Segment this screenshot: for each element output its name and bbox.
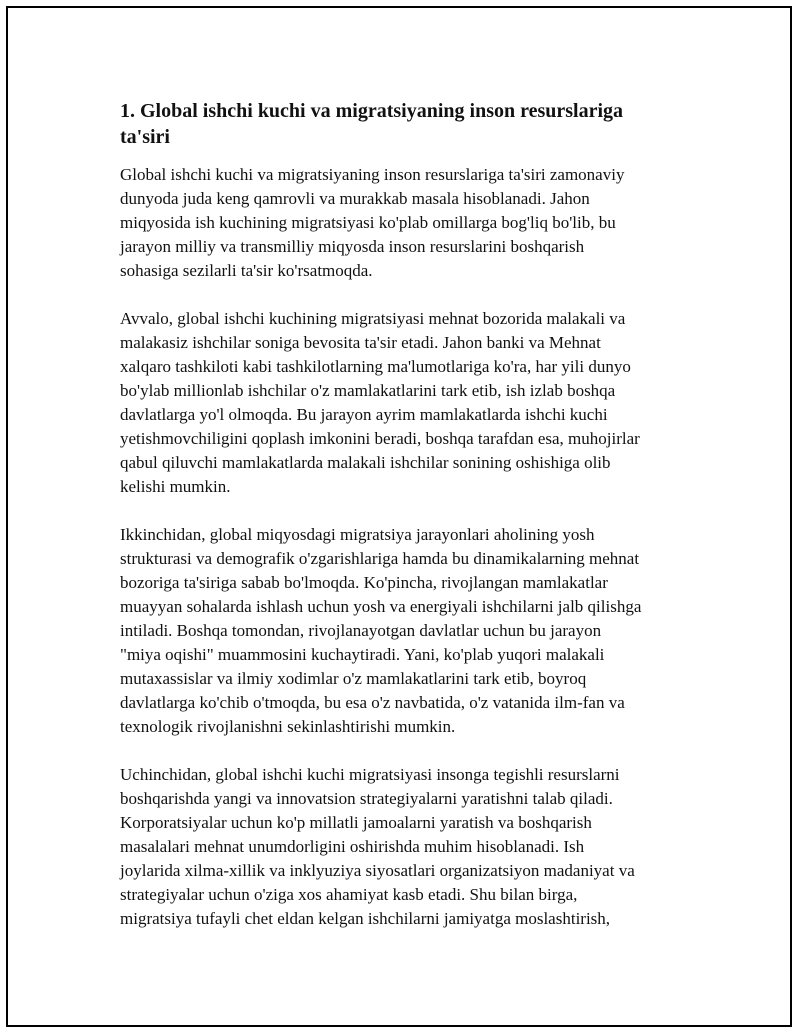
paragraph-second-point	[120, 523, 690, 739]
section-heading	[120, 98, 690, 150]
paragraph-line: bo'ylab millionlab ishchilar o'z mamlakatlarini tark etib, ish izlab boshqa	[120, 381, 616, 400]
paragraph-line: mutaxassislar va ilmiy xodimlar o'z mamlakatlarini tark etib, boyroq	[120, 669, 587, 688]
paragraph-line: "miya oqishi" muammosini kuchaytiradi. Yani, ko'plab yuqori malakali	[120, 645, 605, 664]
paragraph-line: qabul qiluvchi mamlakatlarda malakali ishchilar sonining oshishiga olib	[120, 453, 611, 472]
paragraph-first-point	[120, 307, 690, 499]
paragraph-line: bozoriga ta'siriga sabab bo'lmoqda. Ko'pincha, rivojlangan mamlakatlar	[120, 573, 608, 592]
paragraph-line: xalqaro tashkiloti kabi tashkilotlarning ma'lumotlariga ko'ra, har yili dunyo	[120, 357, 631, 376]
heading-line: ta'siri	[120, 126, 170, 148]
paragraph-line: kelishi mumkin.	[120, 477, 231, 496]
paragraph-line: joylarida xilma-xillik va inklyuziya siyosatlari organizatsiyon madaniyat va	[120, 861, 635, 880]
paragraph-line: jarayon milliy va transmilliy miqyosda inson resurslarini boshqarish	[120, 237, 585, 256]
paragraph-line: davlatlarga yo'l olmoqda. Bu jarayon ayrim mamlakatlarda ishchi kuchi	[120, 405, 608, 424]
paragraph-line: Uchinchidan, global ishchi kuchi migratsiyasi insonga tegishli resurslarni	[120, 765, 620, 784]
paragraph-line: miqyosida ish kuchining migratsiyasi ko'plab omillarga bog'liq bo'lib, bu	[120, 213, 616, 232]
paragraph-line: Ikkinchidan, global miqyosdagi migratsiya jarayonlari aholining yosh	[120, 525, 595, 544]
paragraph-line: migratsiya tufayli chet eldan kelgan ishchilarni jamiyatga moslashtirish,	[120, 909, 611, 928]
paragraph-line: strategiyalar uchun o'ziga xos ahamiyat kasb etadi. Shu bilan birga,	[120, 885, 578, 904]
paragraph-line: texnologik rivojlanishni sekinlashtirishi mumkin.	[120, 717, 456, 736]
heading-line: 1. Global ishchi kuchi va migratsiyaning inson resurslariga	[120, 100, 624, 122]
paragraph-line: davlatlarga ko'chib o'tmoqda, bu esa o'z navbatida, o'z vatanida ilm-fan va	[120, 693, 625, 712]
paragraph-line: dunyoda juda keng qamrovli va murakkab masala hisoblanadi. Jahon	[120, 189, 590, 208]
page-frame	[6, 6, 792, 1027]
paragraph-line: boshqarishda yangi va innovatsion strategiyalarni yaratishni talab qiladi.	[120, 789, 613, 808]
paragraph-line: Korporatsiyalar uchun ko'p millatli jamoalarni yaratish va boshqarish	[120, 813, 592, 832]
document-body	[120, 98, 690, 955]
paragraph-line: malakasiz ishchilar soniga bevosita ta'sir etadi. Jahon banki va Mehnat	[120, 333, 601, 352]
paragraph-line: muayyan sohalarda ishlash uchun yosh va energiyali ishchilarni jalb qilishga	[120, 597, 642, 616]
paragraph-line: masalalari mehnat unumdorligini oshirishda muhim hisoblanadi. Ish	[120, 837, 585, 856]
paragraph-line: sohasiga sezilarli ta'sir ko'rsatmoqda.	[120, 261, 373, 280]
paragraph-intro	[120, 163, 690, 283]
paragraph-third-point	[120, 763, 690, 931]
paragraph-line: intiladi. Boshqa tomondan, rivojlanayotgan davlatlar uchun bu jarayon	[120, 621, 602, 640]
paragraph-line: strukturasi va demografik o'zgarishlariga hamda bu dinamikalarning mehnat	[120, 549, 640, 568]
paragraph-line: yetishmovchiligini qoplash imkonini beradi, boshqa tarafdan esa, muhojirlar	[120, 429, 640, 448]
paragraph-line: Global ishchi kuchi va migratsiyaning inson resurslariga ta'siri zamonaviy	[120, 165, 625, 184]
paragraph-line: Avvalo, global ishchi kuchining migratsiyasi mehnat bozorida malakali va	[120, 309, 626, 328]
